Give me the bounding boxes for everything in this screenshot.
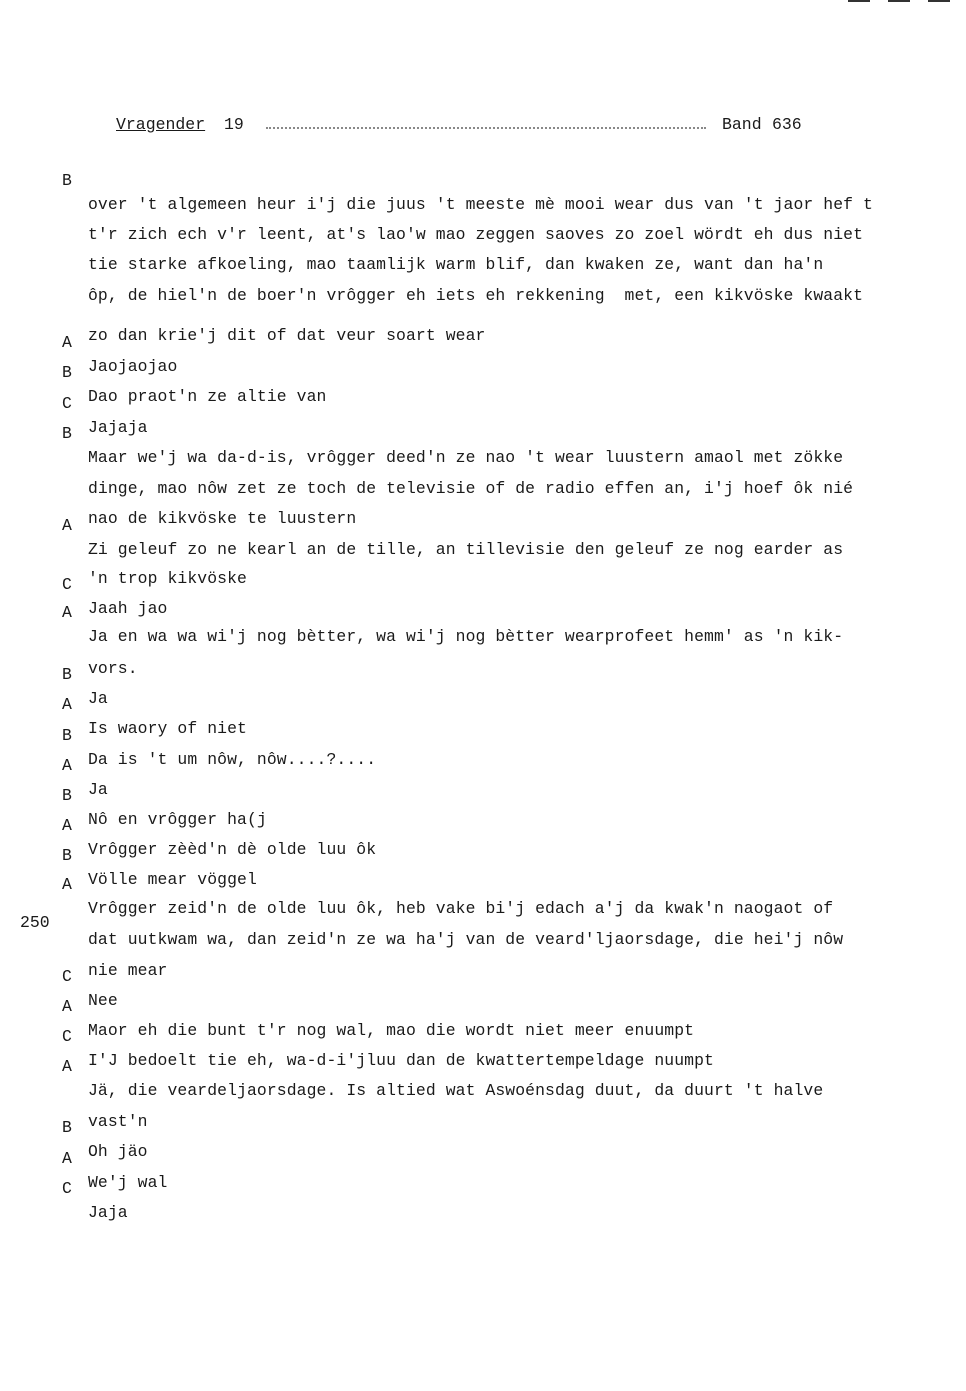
line-text: I'J bedoelt tie eh, wa-d-i'jluu dan de kwattertempeldage nuumpt (88, 1051, 714, 1070)
transcript-line (0, 639, 108, 708)
transcript-line (0, 307, 178, 376)
transcript-line (0, 941, 118, 1010)
line-text: Jaah jao (88, 599, 168, 618)
speaker-label: A (62, 695, 72, 714)
line-text: Maar we'j wa da-d-is, vrôgger deed'n ze nao 't wear luustern amaol met zökke (88, 448, 844, 467)
header-number: 19 (224, 115, 244, 134)
speaker-label: A (62, 997, 72, 1016)
line-text: Nee (88, 991, 118, 1010)
line-text: Jaojaojao (88, 357, 178, 376)
header-title: Vragender (116, 115, 206, 134)
line-text: Oh jäo (88, 1142, 148, 1161)
line-text: Ja (88, 689, 108, 708)
line-text: Vrôgger zeid'n de olde luu ôk, heb vake bi'j edach a'j da kwak'n naogaot of (88, 899, 834, 918)
speaker-label: A (62, 516, 72, 535)
transcript-line (0, 911, 168, 980)
line-text: dat uutkwam wa, dan zeid'n ze wa ha'j van de veard'ljaorsdage, die hei'j nôw (88, 930, 844, 949)
speaker-label: C (62, 1027, 72, 1046)
speaker-label: B (62, 171, 72, 190)
line-text: vors. (88, 659, 138, 678)
line-text: Maor eh die bunt t'r nog wal, mao die wordt niet meer enuumpt (88, 1021, 695, 1040)
line-text: ôp, de hiel'n de boer'n vrôgger eh iets eh rekkening met, een kikvöske kwaakt (88, 286, 864, 305)
speaker-label: A (62, 603, 72, 622)
transcript-line (0, 145, 873, 214)
margin-line-number: 250 (20, 913, 50, 932)
transcript-line (0, 459, 357, 528)
line-text: Ja en wa wa wi'j nog bètter, wa wi'j nog bètter wearprofeet hemm' as 'n kik- (88, 627, 844, 646)
transcript-line (0, 730, 108, 799)
speaker-label: A (62, 756, 72, 775)
speaker-label: A (62, 816, 72, 835)
speaker-label: B (62, 665, 72, 684)
line-text: Vrôgger zèèd'n dè olde luu ôk (88, 840, 377, 859)
speaker-label: A (62, 1057, 72, 1076)
line-text: zo dan krie'j dit of dat veur soart wear (88, 326, 486, 345)
line-text: Völle mear vöggel (88, 870, 257, 889)
band-number: 636 (772, 115, 802, 134)
speaker-label: C (62, 575, 72, 594)
line-text: Ja (88, 780, 108, 799)
transcript-line (0, 1062, 148, 1131)
line-text: Is waory of niet (88, 719, 247, 738)
line-text: Jajaja (88, 418, 148, 437)
band-label: Band (722, 115, 762, 134)
line-text: t'r zich ech v'r leent, at's lao'w mao zeggen saoves zo zoel wördt eh dus niet (88, 225, 864, 244)
line-text: Nô en vrôgger ha(j (88, 810, 267, 829)
speaker-label: A (62, 1149, 72, 1168)
speaker-label: B (62, 846, 72, 865)
line-text: Zi geleuf zo ne kearl an de tille, an tillevisie den geleuf ze nog earder as (88, 540, 844, 559)
line-text: Dao praot'n ze altie van (88, 387, 327, 406)
speaker-label: B (62, 786, 72, 805)
speaker-label: C (62, 1179, 72, 1198)
line-text: Da is 't um nôw, nôw....?.... (88, 750, 377, 769)
corner-marks (848, 0, 958, 6)
line-text: vast'n (88, 1112, 148, 1131)
line-text: Jä, die veardeljaorsdage. Is altied wat Aswoénsdag duut, da duurt 't halve (88, 1081, 824, 1100)
line-text: tie starke afkoeling, mao taamlijk warm blif, dan kwaken ze, want dan ha'n (88, 255, 824, 274)
speaker-label: C (62, 967, 72, 986)
line-text: Jaja (88, 1203, 128, 1222)
line-text: over 't algemeen heur i'j die juus 't meeste mè mooi wear dus van 't jaor hef t (88, 195, 873, 214)
line-text: nao de kikvöske te luustern (88, 509, 357, 528)
line-text: We'j wal (88, 1173, 168, 1192)
speaker-label: B (62, 424, 72, 443)
speaker-label: B (62, 726, 72, 745)
speaker-label: A (62, 875, 72, 894)
header-dotted-leader (266, 127, 706, 129)
transcript-line (0, 609, 138, 678)
transcript-line (0, 519, 247, 588)
speaker-label: B (62, 1118, 72, 1137)
speaker-label: C (62, 394, 72, 413)
speaker-label: A (62, 333, 72, 352)
line-text: nie mear (88, 961, 168, 980)
speaker-label: B (62, 363, 72, 382)
transcript-line (0, 368, 148, 437)
page-header (116, 115, 876, 141)
line-text: 'n trop kikvöske (88, 569, 247, 588)
line-text: dinge, mao nôw zet ze toch de televisie of de radio effen an, i'j hoef ôk nié (88, 479, 854, 498)
